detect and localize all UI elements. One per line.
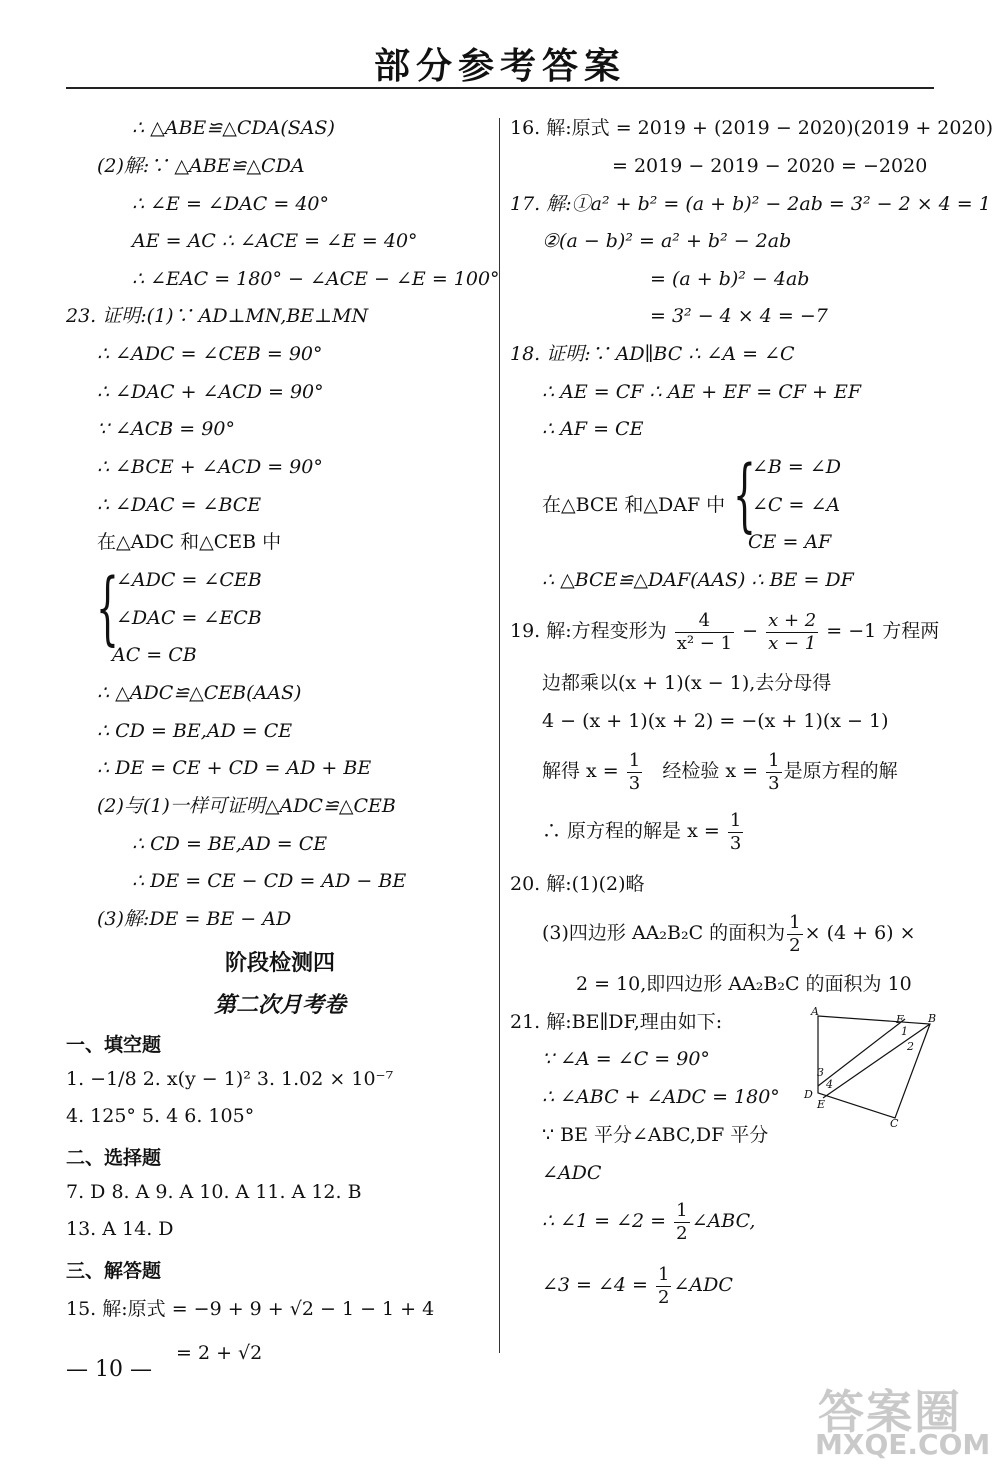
answer-line — [542, 910, 916, 957]
answer-line: ∴ △ADC≌△CEB(AAS) — [97, 682, 302, 704]
denominator: 2 — [789, 934, 801, 956]
answer-line: ∴ ∠BCE + ∠ACD = 90° — [97, 456, 323, 478]
text: = −1 方程两 — [826, 620, 940, 642]
answer-line — [542, 748, 898, 795]
watermark-logo: 答案圈 — [818, 1385, 962, 1439]
answer-line: 17. 解:①a² + b² = (a + b)² − 2ab = 3² − 2 × 4 = 1 — [510, 193, 991, 215]
answer-line: 2 = 10,即四边形 AA₂B₂C 的面积为 10 — [576, 973, 912, 995]
answer-line: ∴ CD = BE,AD = CE — [97, 720, 293, 742]
answer-line — [542, 1198, 755, 1245]
answer-line: 4 − (x + 1)(x + 2) = −(x + 1)(x − 1) — [542, 710, 889, 732]
brace: { — [733, 448, 756, 541]
segment-df — [818, 1019, 905, 1086]
text: (3)四边形 AA₂B₂C 的面积为 — [542, 922, 786, 944]
answer-line: 13. A 14. D — [66, 1218, 174, 1240]
answer-line: = 2019 − 2019 − 2020 = −2020 — [612, 155, 928, 177]
fraction — [656, 1264, 671, 1309]
answer-line — [510, 608, 939, 655]
fraction — [766, 610, 818, 655]
answer-line: 7. D 8. A 9. A 10. A 11. A 12. B — [66, 1181, 362, 1203]
denominator: x² − 1 — [676, 632, 733, 654]
section-heading: 一、填空题 — [66, 1034, 162, 1056]
answer-line: = 2 + √2 — [176, 1342, 263, 1364]
fraction — [675, 610, 734, 655]
denominator: 3 — [768, 772, 780, 794]
numerator: 1 — [768, 749, 780, 771]
answer-line: ∴ DE = CE + CD = AD + BE — [97, 757, 372, 779]
numerator: 1 — [658, 1263, 670, 1285]
answer-line: ∠C = ∠A — [752, 494, 841, 516]
fraction — [728, 810, 743, 855]
label-d: D — [804, 1088, 813, 1101]
angle-label: 4 — [826, 1078, 833, 1091]
numerator: 4 — [675, 610, 734, 633]
segment-be — [823, 1024, 930, 1098]
answer-line: 在△BCE 和△DAF 中 — [542, 494, 726, 516]
answer-line: ∴ ∠EAC = 180° − ∠ACE − ∠E = 100° — [132, 268, 500, 290]
answer-line: 20. 解:(1)(2)略 — [510, 873, 645, 895]
text: − — [742, 620, 759, 642]
text: 解得 x = — [542, 760, 619, 782]
text: ∠3 = ∠4 = — [542, 1274, 648, 1296]
text: 19. 解:方程变形为 — [510, 620, 667, 642]
label-a: A — [811, 1006, 819, 1018]
numerator: 1 — [676, 1199, 688, 1221]
answer-line: 4. 125° 5. 4 6. 105° — [66, 1105, 255, 1127]
answer-line: 边都乘以(x + 1)(x − 1),去分母得 — [542, 672, 832, 694]
answer-line: ∴ ∠ADC = ∠CEB = 90° — [97, 343, 323, 365]
answer-line: ∴ ∠ABC + ∠ADC = 180° — [542, 1086, 780, 1108]
denominator: x − 1 — [768, 632, 817, 654]
answer-line: (2)解:∵ △ABE≌△CDA — [97, 155, 305, 177]
answer-line: 15. 解:原式 = −9 + 9 + √2 − 1 − 1 + 4 — [66, 1298, 435, 1320]
answer-line: ∠DAC = ∠ECB — [116, 607, 262, 629]
denominator: 2 — [658, 1286, 670, 1308]
section-heading: 二、选择题 — [66, 1147, 162, 1169]
label-f: F — [896, 1013, 904, 1026]
answer-line: ∴ DE = CE − CD = AD − BE — [132, 870, 407, 892]
fraction — [787, 912, 802, 957]
answer-line: CE = AF — [748, 531, 832, 553]
angle-label: 2 — [907, 1040, 914, 1053]
denominator: 2 — [676, 1222, 688, 1244]
label-e: E — [817, 1098, 826, 1111]
denominator: 3 — [729, 832, 742, 854]
answer-line: ∵ ∠ACB = 90° — [97, 418, 235, 440]
fraction — [627, 750, 642, 795]
answer-line: ∴ AE = CF ∴ AE + EF = CF + EF — [542, 381, 862, 403]
fraction — [766, 750, 781, 795]
answer-line: ∵ ∠A = ∠C = 90° — [542, 1048, 710, 1070]
stage-title: 阶段检测四 — [224, 951, 335, 976]
answer-line: ∴ CD = BE,AD = CE — [132, 833, 328, 855]
answer-line: ∴ ∠DAC + ∠ACD = 90° — [97, 381, 324, 403]
watermark-url: MXQE.COM — [815, 1428, 991, 1461]
quadrilateral-figure — [800, 1006, 960, 1131]
answer-line: (3)解:DE = BE − AD — [97, 908, 292, 930]
text: 是原方程的解 — [783, 760, 898, 782]
answer-line: 18. 证明:∵ AD∥BC ∴ ∠A = ∠C — [510, 343, 795, 365]
answer-line — [542, 808, 745, 855]
page-header: 部分参考答案 — [373, 45, 626, 87]
numerator: x + 2 — [768, 609, 817, 631]
answer-line: ∵ BE 平分∠ABC,DF 平分 — [542, 1124, 769, 1146]
text: 经检验 x = — [662, 760, 759, 782]
numerator: 1 — [789, 911, 801, 933]
angle-label: 1 — [901, 1025, 908, 1038]
answer-line: (2)与(1)一样可证明△ADC≌△CEB — [97, 795, 396, 817]
answer-line: ∴ △BCE≌△DAF(AAS) ∴ BE = DF — [542, 569, 854, 591]
answer-line — [542, 1262, 733, 1309]
answer-line: 16. 解:原式 = 2019 + (2019 − 2020)(2019 + 2020) — [510, 117, 994, 139]
answer-line: ∴ △ABE≌△CDA(SAS) — [132, 117, 335, 139]
text: ∴ 原方程的解是 x = — [542, 820, 720, 842]
angle-label: 3 — [817, 1066, 824, 1079]
numerator: 1 — [628, 749, 641, 771]
numerator: 1 — [729, 809, 742, 831]
answer-line: ∠ADC = ∠CEB — [116, 569, 262, 591]
text: ∠ABC, — [691, 1210, 756, 1232]
answer-line: ∴ ∠DAC = ∠BCE — [97, 494, 262, 516]
answer-line: 在△ADC 和△CEB 中 — [97, 531, 282, 553]
answer-line: ∴ AF = CE — [542, 418, 644, 440]
fraction — [674, 1200, 689, 1245]
answer-line: ∠B = ∠D — [752, 456, 842, 478]
brace: { — [96, 561, 119, 654]
answer-line: AE = AC ∴ ∠ACE = ∠E = 40° — [132, 230, 418, 252]
label-b: B — [928, 1012, 937, 1025]
answer-line: 23. 证明:(1)∵ AD⊥MN,BE⊥MN — [66, 305, 369, 327]
exam-title: 第二次月考卷 — [213, 993, 346, 1018]
answer-line: = 3² − 4 × 4 = −7 — [650, 305, 828, 327]
answer-line: ∴ ∠E = ∠DAC = 40° — [132, 193, 330, 215]
section-heading: 三、解答题 — [66, 1260, 162, 1282]
label-c: C — [890, 1117, 899, 1130]
answer-line: ∠ADC — [542, 1162, 602, 1184]
column-divider — [499, 118, 500, 1353]
denominator: 3 — [628, 772, 641, 794]
text: ∠ADC — [673, 1274, 733, 1296]
answer-line: 1. −1/8 2. x(y − 1)² 3. 1.02 × 10⁻⁷ — [66, 1068, 394, 1090]
header-rule — [66, 87, 934, 89]
page-number: — 10 — — [66, 1357, 152, 1382]
answer-line: 21. 解:BE∥DF,理由如下: — [510, 1011, 723, 1033]
quadrilateral-outline — [818, 1016, 930, 1118]
answer-line: = (a + b)² − 4ab — [650, 268, 810, 290]
text: ∴ ∠1 = ∠2 = — [542, 1210, 667, 1232]
text: × (4 + 6) × — [804, 922, 916, 944]
answer-line: AC = CB — [112, 644, 197, 666]
answer-line: ②(a − b)² = a² + b² − 2ab — [542, 230, 792, 252]
